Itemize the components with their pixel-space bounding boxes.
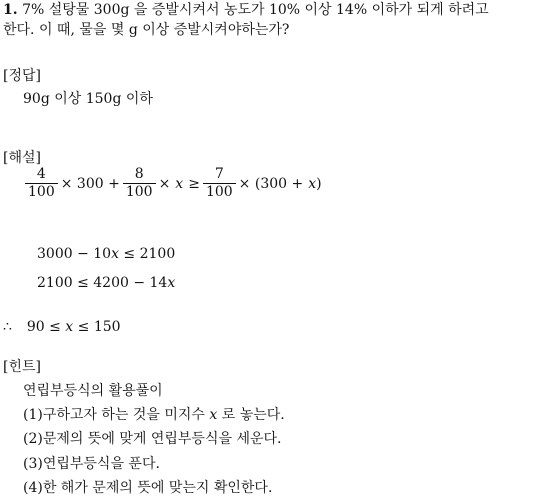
hint-step-3: (3)연립부등식을 푼다. xyxy=(23,456,160,472)
hint-step-1-variable: x xyxy=(209,407,218,423)
eq3-variable-x: x xyxy=(167,275,176,291)
eq1-part1: × 300 + xyxy=(60,175,120,192)
hint-title: 연립부등식의 활용풀이 xyxy=(23,383,163,399)
problem-line-2 xyxy=(3,20,289,40)
eq1-variable-x-2: x xyxy=(308,175,317,192)
answer-heading: [정답] xyxy=(3,68,41,84)
solution-equation-2 xyxy=(37,244,175,264)
eq3-left: 2100 ≤ 4200 − 14 xyxy=(37,275,168,291)
eq1-part5: ) xyxy=(316,175,322,192)
therefore-symbol: ∴ xyxy=(3,319,12,335)
conclusion-right: ≤ 150 xyxy=(73,319,121,335)
eq1-part4: × (300 + xyxy=(238,175,304,192)
eq2-left: 3000 − 10 xyxy=(37,246,112,262)
hint-heading: [힌트] xyxy=(3,359,41,375)
conclusion-variable-x: x xyxy=(65,319,74,335)
solution-equation-3 xyxy=(37,273,175,293)
fraction-denominator: 100 xyxy=(205,184,233,200)
conclusion-left: 90 ≤ xyxy=(26,319,66,335)
problem-text-1: 7% 설탕물 300g 을 증발시켜서 농도가 10% 이상 14% 이하가 되게 하려고 xyxy=(22,2,489,18)
fraction-4-100 xyxy=(25,166,58,201)
eq1-part2: × xyxy=(158,175,171,192)
hint-step-2: (2)문제의 뜻에 맞게 연립부등식을 세운다. xyxy=(23,431,282,447)
fraction-numerator: 8 xyxy=(123,166,156,184)
problem-number: 1. xyxy=(3,2,18,18)
hint-step-1-pre: (1)구하고자 하는 것을 미지수 xyxy=(23,407,210,423)
eq1-variable-x: x xyxy=(175,175,184,192)
fraction-8-100 xyxy=(123,166,156,201)
solution-heading: [해설] xyxy=(3,150,41,166)
fraction-numerator: 7 xyxy=(203,166,236,184)
fraction-numerator: 4 xyxy=(25,166,58,184)
problem-text-2: 한다. 이 때, 물을 몇 g 이상 증발시켜야하는가? xyxy=(3,22,290,38)
eq2-variable-x: x xyxy=(111,246,119,262)
fraction-7-100 xyxy=(203,166,236,201)
fraction-denominator: 100 xyxy=(28,184,55,200)
hint-step-4: (4)한 해가 문제의 뜻에 맞는지 확인한다. xyxy=(23,480,273,496)
eq1-part3: ≥ xyxy=(188,175,200,192)
fraction-denominator: 100 xyxy=(125,184,153,200)
hint-step-1-post: 로 놓는다. xyxy=(217,407,285,423)
answer-text: 90g 이상 150g 이하 xyxy=(23,91,153,107)
solution-equation-1 xyxy=(22,166,322,201)
eq2-right: ≤ 2100 xyxy=(118,246,176,262)
hint-step-1 xyxy=(23,405,285,425)
solution-conclusion xyxy=(3,317,121,337)
problem-line-1 xyxy=(3,0,489,20)
